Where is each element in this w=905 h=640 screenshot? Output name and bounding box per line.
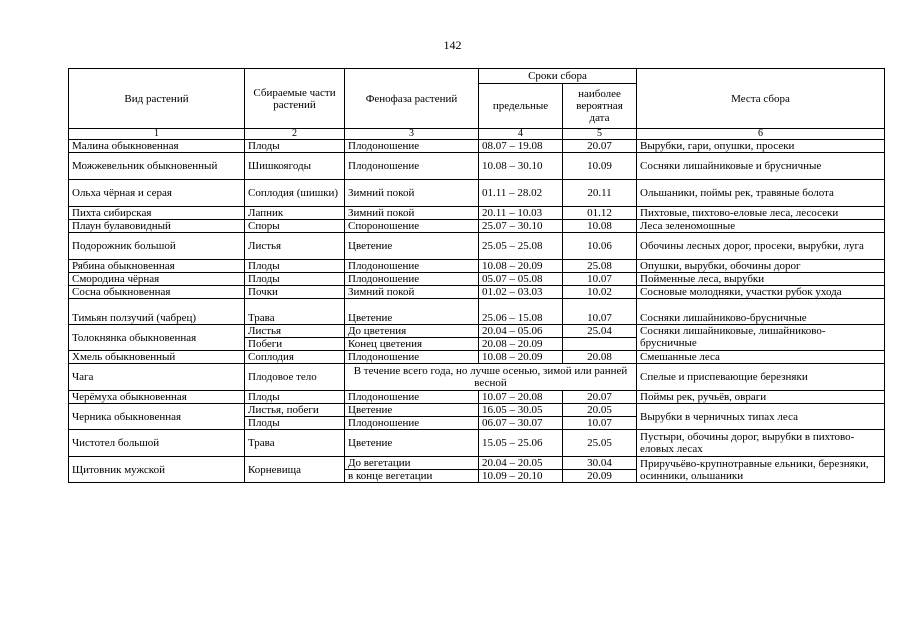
species-cell: Смородина чёрная — [69, 273, 245, 286]
places-cell: Поймы рек, ручьёв, овраги — [637, 391, 885, 404]
limit-cell: 20.04 – 05.06 — [479, 325, 563, 338]
likely-cell: 10.07 — [563, 299, 637, 325]
likely-cell: 01.12 — [563, 207, 637, 220]
phase-cell: Плодоношение — [345, 153, 479, 180]
places-cell: Леса зеленомошные — [637, 220, 885, 233]
species-cell: Щитовник мужской — [69, 457, 245, 483]
parts-cell: Споры — [245, 220, 345, 233]
header-limit: предельные — [479, 84, 563, 129]
places-cell: Приручьёво-крупнотравные ельники, березняки, осинники, ольшаники — [637, 457, 885, 483]
phase-cell: Плодоношение — [345, 391, 479, 404]
places-cell: Пустыри, обочины дорог, вырубки в пихтово-еловых лесах — [637, 430, 885, 457]
table-row — [69, 299, 885, 325]
phase-cell: Плодоношение — [345, 273, 479, 286]
likely-cell: 25.04 — [563, 325, 637, 338]
table-row — [69, 430, 885, 457]
phase-cell: Плодоношение — [345, 140, 479, 153]
col-number: 3 — [345, 129, 479, 140]
likely-cell: 20.07 — [563, 140, 637, 153]
parts-cell: Побеги — [245, 338, 345, 351]
likely-cell: 20.05 — [563, 404, 637, 417]
species-cell: Пихта сибирская — [69, 207, 245, 220]
limit-cell: 25.07 – 30.10 — [479, 220, 563, 233]
table-row — [69, 364, 885, 391]
table-row — [69, 220, 885, 233]
header-parts: Сбираемые части растений — [245, 69, 345, 129]
header-row — [69, 69, 885, 84]
parts-cell: Соплодия — [245, 351, 345, 364]
likely-cell — [563, 338, 637, 351]
limit-cell: 25.06 – 15.08 — [479, 299, 563, 325]
phase-cell: До цветения — [345, 325, 479, 338]
likely-cell: 20.08 — [563, 351, 637, 364]
likely-cell: 10.07 — [563, 273, 637, 286]
phase-cell: Зимний покой — [345, 207, 479, 220]
species-cell: Сосна обыкновенная — [69, 286, 245, 299]
table-row — [69, 351, 885, 364]
limit-cell: 20.11 – 10.03 — [479, 207, 563, 220]
limit-cell: 25.05 – 25.08 — [479, 233, 563, 260]
limit-cell: 10.09 – 20.10 — [479, 470, 563, 483]
table-row — [69, 286, 885, 299]
phase-cell: До вегетации — [345, 457, 479, 470]
phase-cell: Цветение — [345, 299, 479, 325]
limit-cell: 16.05 – 30.05 — [479, 404, 563, 417]
phase-cell: Цветение — [345, 233, 479, 260]
table-row — [69, 457, 885, 470]
places-cell: Сосняки лишайниково-брусничные — [637, 299, 885, 325]
places-cell: Обочины лесных дорог, просеки, вырубки, луга — [637, 233, 885, 260]
table-row — [69, 325, 885, 338]
parts-cell: Листья — [245, 233, 345, 260]
species-cell: Ольха чёрная и серая — [69, 180, 245, 207]
places-cell: Сосняки лишайниковые, лишайниково-брусничные — [637, 325, 885, 351]
limit-cell: 10.08 – 20.09 — [479, 260, 563, 273]
places-cell: Спелые и приспевающие березняки — [637, 364, 885, 391]
places-cell: Смешанные леса — [637, 351, 885, 364]
table-row — [69, 404, 885, 417]
phase-cell: Спороношение — [345, 220, 479, 233]
plant-collection-table — [68, 68, 885, 483]
limit-cell: 05.07 – 05.08 — [479, 273, 563, 286]
limit-cell: 01.11 – 28.02 — [479, 180, 563, 207]
places-cell: Пихтовые, пихтово-еловые леса, лесосеки — [637, 207, 885, 220]
species-cell: Плаун булавовидный — [69, 220, 245, 233]
parts-cell: Листья — [245, 325, 345, 338]
phase-cell: Зимний покой — [345, 286, 479, 299]
likely-cell: 10.06 — [563, 233, 637, 260]
phase-cell: Конец цветения — [345, 338, 479, 351]
places-cell: Вырубки в черничных типах леса — [637, 404, 885, 430]
table-row — [69, 180, 885, 207]
parts-cell: Плоды — [245, 417, 345, 430]
likely-cell: 30.04 — [563, 457, 637, 470]
places-cell: Ольшаники, поймы рек, травяные болота — [637, 180, 885, 207]
species-cell: Чага — [69, 364, 245, 391]
limit-cell: 08.07 – 19.08 — [479, 140, 563, 153]
phase-cell: Зимний покой — [345, 180, 479, 207]
species-cell: Черёмуха обыкновенная — [69, 391, 245, 404]
likely-cell: 10.02 — [563, 286, 637, 299]
table-row — [69, 207, 885, 220]
col-number: 5 — [563, 129, 637, 140]
header-terms: Сроки сбора — [479, 69, 637, 84]
likely-cell: 20.09 — [563, 470, 637, 483]
col-number: 1 — [69, 129, 245, 140]
likely-cell: 20.07 — [563, 391, 637, 404]
column-numbers-row — [69, 129, 885, 140]
limit-cell: 01.02 – 03.03 — [479, 286, 563, 299]
phase-cell: в конце вегетации — [345, 470, 479, 483]
limit-cell: 06.07 – 30.07 — [479, 417, 563, 430]
limit-cell: 10.07 – 20.08 — [479, 391, 563, 404]
species-cell: Подорожник большой — [69, 233, 245, 260]
likely-cell: 10.07 — [563, 417, 637, 430]
parts-cell: Плоды — [245, 273, 345, 286]
parts-cell: Плоды — [245, 260, 345, 273]
col-number: 4 — [479, 129, 563, 140]
limit-cell: 20.04 – 20.05 — [479, 457, 563, 470]
page-number: 142 — [443, 38, 462, 52]
places-cell: Сосновые молодняки, участки рубок ухода — [637, 286, 885, 299]
places-cell: Пойменные леса, вырубки — [637, 273, 885, 286]
likely-cell: 10.09 — [563, 153, 637, 180]
table-row — [69, 391, 885, 404]
places-cell: Опушки, вырубки, обочины дорог — [637, 260, 885, 273]
header-phenophase: Фенофаза растений — [345, 69, 479, 129]
limit-cell: 15.05 – 25.06 — [479, 430, 563, 457]
parts-cell: Плоды — [245, 391, 345, 404]
parts-cell: Плоды — [245, 140, 345, 153]
species-cell: Хмель обыкновенный — [69, 351, 245, 364]
terms-cell: В течение всего года, но лучше осенью, зимой или ранней весной — [345, 364, 637, 391]
parts-cell: Соплодия (шишки) — [245, 180, 345, 207]
parts-cell: Плодовое тело — [245, 364, 345, 391]
species-cell: Толокнянка обыкновенная — [69, 325, 245, 351]
parts-cell: Корневища — [245, 457, 345, 483]
phase-cell: Плодоношение — [345, 351, 479, 364]
table-row — [69, 153, 885, 180]
table-row — [69, 233, 885, 260]
table-row — [69, 260, 885, 273]
species-cell: Рябина обыкновенная — [69, 260, 245, 273]
header-species: Вид растений — [69, 69, 245, 129]
table-row — [69, 140, 885, 153]
col-number: 6 — [637, 129, 885, 140]
likely-cell: 20.11 — [563, 180, 637, 207]
species-cell: Малина обыкновенная — [69, 140, 245, 153]
parts-cell: Почки — [245, 286, 345, 299]
phase-cell: Цветение — [345, 404, 479, 417]
phase-cell: Цветение — [345, 430, 479, 457]
col-number: 2 — [245, 129, 345, 140]
table-row — [69, 273, 885, 286]
parts-cell: Лапник — [245, 207, 345, 220]
parts-cell: Трава — [245, 299, 345, 325]
limit-cell: 10.08 – 20.09 — [479, 351, 563, 364]
parts-cell: Трава — [245, 430, 345, 457]
phase-cell: Плодоношение — [345, 417, 479, 430]
species-cell: Чистотел большой — [69, 430, 245, 457]
likely-cell: 10.08 — [563, 220, 637, 233]
parts-cell: Шишкоягоды — [245, 153, 345, 180]
species-cell: Можжевельник обыкновенный — [69, 153, 245, 180]
likely-cell: 25.05 — [563, 430, 637, 457]
parts-cell: Листья, побеги — [245, 404, 345, 417]
likely-cell: 25.08 — [563, 260, 637, 273]
species-cell: Черника обыкновенная — [69, 404, 245, 430]
places-cell: Сосняки лишайниковые и брусничные — [637, 153, 885, 180]
places-cell: Вырубки, гари, опушки, просеки — [637, 140, 885, 153]
header-places: Места сбора — [637, 69, 885, 129]
limit-cell: 20.08 – 20.09 — [479, 338, 563, 351]
header-likely: наиболее вероятная дата — [563, 84, 637, 129]
species-cell: Тимьян ползучий (чабрец) — [69, 299, 245, 325]
phase-cell: Плодоношение — [345, 260, 479, 273]
limit-cell: 10.08 – 30.10 — [479, 153, 563, 180]
